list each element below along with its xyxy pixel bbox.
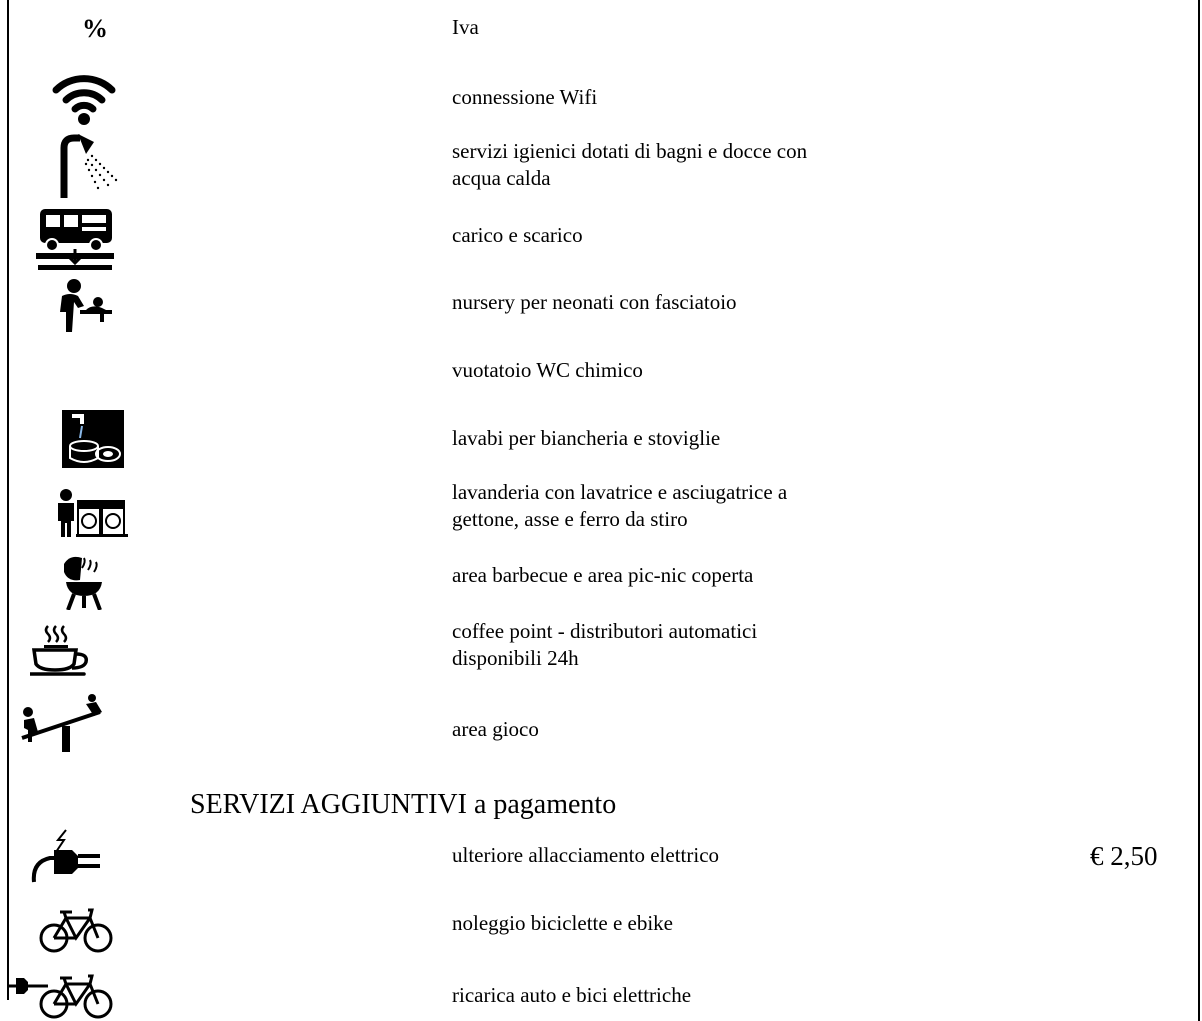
washbasin-icon: [62, 410, 124, 468]
percent-icon: %: [82, 14, 108, 43]
service-label-showers: servizi igienici dotati di bagni e docce con acqua calda: [452, 139, 808, 190]
barbecue-icon: [60, 554, 108, 610]
laundry-icon: [56, 489, 128, 537]
baby-changing-icon: [56, 278, 112, 334]
electric-bike-charging-icon: [8, 972, 116, 1020]
service-label-ev-charging: ricarica auto e bici elettriche: [452, 983, 692, 1007]
service-label-nursery: nursery per neonati con fasciatoio: [452, 290, 737, 314]
paid-services-heading: SERVIZI AGGIUNTIVI a pagamento: [190, 789, 617, 820]
camper-service-icon: [36, 207, 114, 271]
table-left-border: [7, 0, 9, 1000]
electric-plug-icon: [30, 828, 106, 884]
service-label-wifi: connessione Wifi: [452, 85, 598, 109]
wifi-icon: [52, 70, 116, 126]
shower-icon: [58, 134, 122, 200]
seesaw-icon: [20, 694, 106, 754]
service-label-bike-rental: noleggio biciclette e ebike: [452, 911, 673, 935]
price-extra-electric: € 2,50: [1090, 841, 1158, 871]
coffee-cup-icon: [30, 624, 92, 678]
service-label-laundry: lavanderia con lavatrice e asciugatrice a gettone, asse e ferro da stiro: [452, 480, 788, 531]
service-label-play-area: area gioco: [452, 717, 539, 741]
service-label-iva: Iva: [452, 15, 479, 39]
service-label-washbasins: lavabi per biancheria e stoviglie: [452, 426, 721, 450]
service-label-barbecue: area barbecue e area pic-nic coperta: [452, 563, 754, 587]
service-label-coffee-point: coffee point - distributori automatici disponibili 24h: [452, 619, 758, 670]
service-label-chemical-wc: vuotatoio WC chimico: [452, 358, 643, 382]
table-right-border: [1198, 0, 1200, 1021]
service-label-camper-service: carico e scarico: [452, 223, 583, 247]
service-label-extra-electric: ulteriore allacciamento elettrico: [452, 843, 720, 867]
bicycle-icon: [38, 908, 114, 954]
